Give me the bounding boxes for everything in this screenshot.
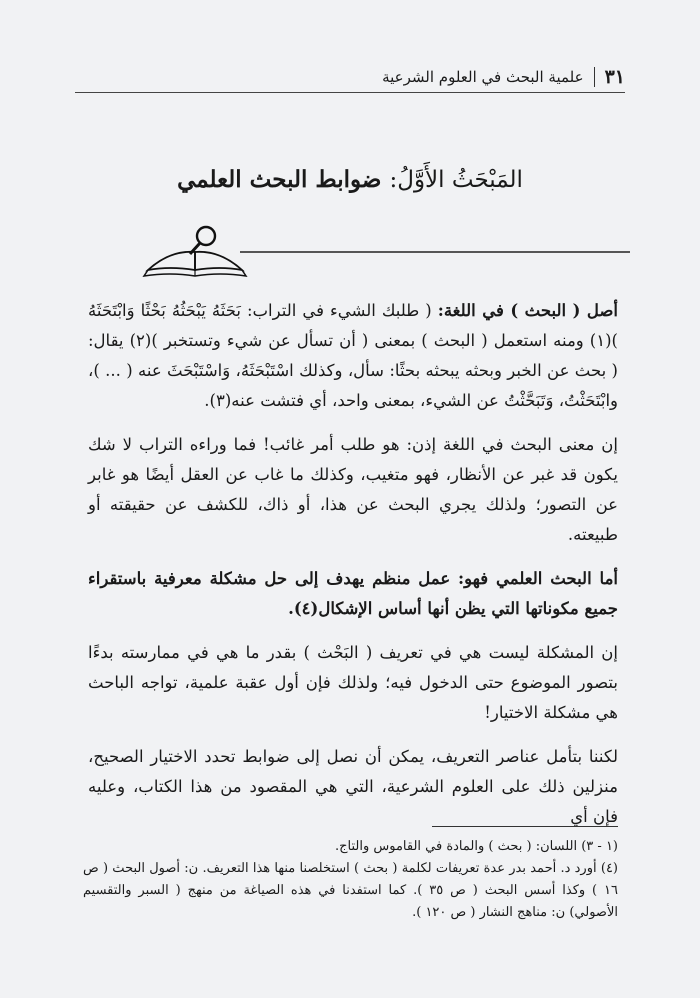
definition-paragraph (88, 564, 618, 624)
paragraph (88, 296, 618, 416)
paragraph (88, 742, 618, 832)
paragraph-text: عمل منظم يهدف إلى حل مشكلة معرفية باستقراء جميع مكوناتها التي يظن أنها أساس الإشكال(٤). (88, 569, 618, 618)
section-label: المَبْحَثُ الأَوَّلُ: (389, 167, 523, 193)
section-heading (0, 166, 700, 193)
paragraph-lead: أصل ( البحث ) في اللغة: (437, 301, 618, 320)
paragraph (88, 638, 618, 728)
paragraph-text: إن معنى البحث في اللغة إذن: هو طلب أمر غائب! فما وراءه التراب لا شك يكون قد غبر عن الأنظار، فهو متغيب، وكذلك ما غاب عن العقل أيضًا هو غابر عن التصور؛ ولذلك يجري البحث عن هذا، أو ذاك، للكشف عن حقيقته أو طبيعته. (88, 435, 618, 544)
footnotes (83, 836, 618, 924)
footnote: (١ - ٣) اللسان: ( بحث ) والمادة في القاموس والتاج. (334, 839, 618, 854)
book-magnifier-icon (140, 222, 630, 282)
body-text (88, 296, 618, 846)
paragraph-text: إن المشكلة ليست هي في تعريف ( البَحْث ) بقدر ما هي في ممارسته بدءًا بتصور الموضوع حتى الدخول فيه؛ ولذلك فإن أول عقبة علمية، تواجه الباحث هي مشكلة الاختيار! (88, 643, 618, 722)
paragraph-lead: أما البحث العلمي فهو: (458, 569, 618, 588)
book-title: علمية البحث في العلوم الشرعية (382, 68, 584, 86)
paragraph-text: ( طلبك الشيء في التراب: بَحَثَهُ يَبْحَثُهُ بَحْثًا وَابْتَحَثَهُ )(١) ومنه استعمل ( البحث ) بمعنى ( أن تسأل عن شيء وتستخبر )(٢) يقال: ( بحث عن الخبر وبحثه يبحثه بحثًا: سأل، وكذلك اسْتَبْحَثَهُ، وَاسْتَبْحَثَ عنه ( ... )، وابْتَحَثْتُ، وَتَبَحَّثْتُ عن الشيء، بمعنى واحد، أي فتشت عنه(٣). (88, 301, 618, 410)
section-title: ضوابط البحث العلمي (177, 166, 382, 193)
page-number: ٣١ (604, 66, 625, 88)
running-header (75, 66, 625, 93)
header-divider (594, 67, 595, 87)
footnote: (٤) أورد د. أحمد بدر عدة تعريفات لكلمة ( بحث ) استخلصنا منها هذا التعريف. ن: أصول البحث ( ص ١٦ ) وكذا أسس البحث ( ص ٣٥ ). كما استفدنا في هذه الصياغة من منهج ( السبر والتقسيم الأصولي) ن: مناهج النشار ( ص ١٢٠ ). (83, 861, 619, 920)
paragraph (88, 430, 618, 550)
footnote-divider (432, 826, 618, 827)
paragraph-text: لكننا بتأمل عناصر التعريف، يمكن أن نصل إلى ضوابط تحدد الاختيار الصحيح، منزلين ذلك على العلوم الشرعية، التي هي المقصود من هذا الكتاب، وعليه فإن أي (88, 747, 618, 826)
